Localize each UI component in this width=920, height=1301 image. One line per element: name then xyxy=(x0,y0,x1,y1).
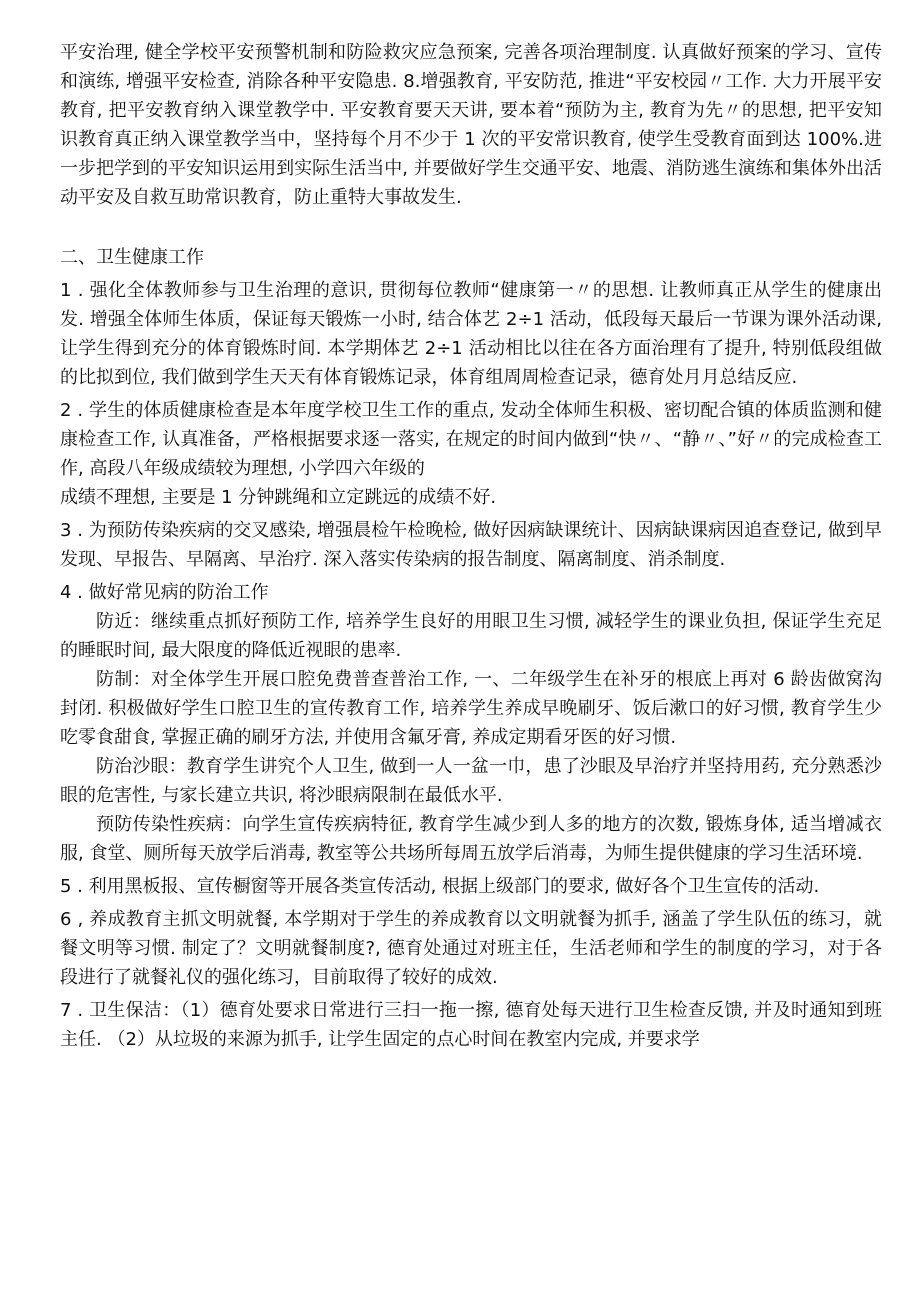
document-page xyxy=(60,38,882,1054)
intro-paragraph: 平安治理, 健全学校平安预警机制和防险救灾应急预案, 完善各项治理制度. 认真做好预案的学习、宣传和演练, 增强平安检查, 消除各种平安隐患. 8.增强教育, 平安防范, 推进“平安校园〃工作. 大力开展平安教育, 把平安教育纳入课堂教学中. 平安教育要天天讲, 要本着“预防为主, 教育为先〃的思想, 把平安知识教育真正纳入课堂教学当中，坚持每个月不少于 1 次的平安常识教育, 使学生受教育面到达 100%.进一步把学到的平安知识运用到实际生活当中, 并要做好学生交通平安、地震、消防逃生演练和集体外出活动平安及自救互助常识教育，防止重特大事故发生. xyxy=(60,42,882,208)
list-item-4: 4 . 做好常见病的防治工作 xyxy=(60,582,269,603)
sub-item-myopia: 防近：继续重点抓好预防工作, 培养学生良好的用眼卫生习惯, 减轻学生的课业负担, 保证学生充足的睡眠时间, 最大限度的降低近视眼的患率. xyxy=(60,611,882,661)
list-item-2-text: 2 . 学生的体质健康检查是本年度学校卫生工作的重点, 发动全体师生积极、密切配合镇的体质监测和健康检查工作, 认真准备，严格根据要求逐一落实, 在规定的时间内做到“快〃、“静〃、”好〃的完成检查工作, 高段八年级成绩较为理想, 小学四六年级的 xyxy=(60,400,882,479)
list-item-1: 1 . 强化全体教师参与卫生治理的意识, 贯彻每位教师“健康第一〃的思想. 让教师真正从学生的健康出发. 增强全体师生体质，保证每天锻炼一小时, 结合体艺 2÷1 活动，低段每天最后一节课为课外活动课, 让学生得到充分的体育锻炼时间. 本学期体艺 2÷1 活动相比以往在各方面治理有了提升, 特别低段组做的比拟到位, 我们做到学生天天有体育锻炼记录，体育组周周检查记录，德育处月月总结反应. xyxy=(60,280,882,388)
list-item-5: 5 . 利用黑板报、宣传橱窗等开展各类宣传活动, 根据上级部门的要求, 做好各个卫生宣传的活动. xyxy=(60,876,820,897)
list-item-7: 7 . 卫生保洁：（1）德育处要求日常进行三扫一拖一擦, 德育处每天进行卫生检查反馈, 并及时通知到班主任. （2）从垃圾的来源为抓手, 让学生固定的点心时间在教室内完成, 并要求学 xyxy=(60,1000,882,1050)
list-item-2-continued: 成绩不理想, 主要是 1 分钟跳绳和立定跳远的成绩不好. xyxy=(60,487,497,508)
sub-item-trachoma: 防治沙眼：教育学生讲究个人卫生, 做到一人一盆一巾，患了沙眼及早治疗并坚持用药, 充分熟悉沙眼的危害性, 与家长建立共识, 将沙眼病限制在最低水平. xyxy=(60,756,882,806)
sub-item-dental: 防制：对全体学生开展口腔免费普查普治工作, 一、二年级学生在补牙的根底上再对 6 龄齿做窝沟封闭. 积极做好学生口腔卫生的宣传教育工作, 培养学生养成早晚刷牙、饭后漱口的好习惯, 教育学生少吃零食甜食, 掌握正确的刷牙方法, 并使用含氟牙膏, 养成定期看牙医的好习惯. xyxy=(60,669,882,748)
list-item-6: 6 , 养成教育主抓文明就餐, 本学期对于学生的养成教育以文明就餐为抓手, 涵盖了学生队伍的练习，就餐文明等习惯. 制定了？文明就餐制度?, 德育处通过对班主任，生活老师和学生的制度的学习，对于各段进行了就餐礼仪的强化练习，目前取得了较好的成效. xyxy=(60,909,882,988)
list-item-2 xyxy=(60,396,882,512)
section-title: 二、卫生健康工作 xyxy=(60,247,204,268)
list-item-3: 3 . 为预防传染疾病的交叉感染, 增强晨检午检晚检, 做好因病缺课统计、因病缺课病因追查登记, 做到早发现、早报告、早隔离、早治疗. 深入落实传染病的报告制度、隔离制度、消杀制度. xyxy=(60,520,882,570)
sub-item-infectious: 预防传染性疾病：向学生宣传疾病特征, 教育学生减少到人多的地方的次数, 锻炼身体, 适当增减衣服, 食堂、厕所每天放学后消毒, 教室等公共场所每周五放学后消毒，为师生提供健康的学习生活环境. xyxy=(60,814,882,864)
